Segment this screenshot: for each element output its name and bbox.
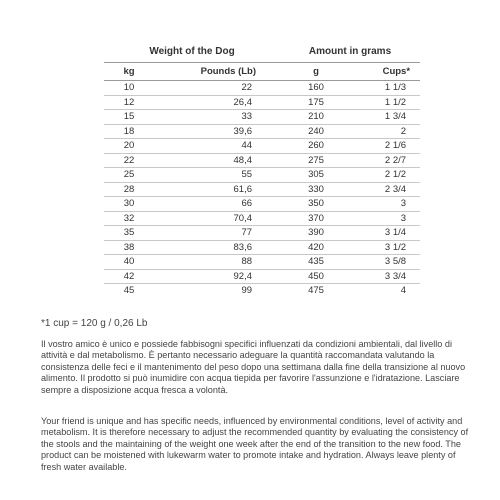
cell-lb: 55 <box>154 168 280 183</box>
feeding-table <box>104 40 420 298</box>
cell-lb: 39,6 <box>154 124 280 139</box>
cell-g: 210 <box>280 110 340 125</box>
column-header-cups: Cups* <box>340 63 420 81</box>
cell-g: 370 <box>280 211 340 226</box>
cell-g: 160 <box>280 81 340 96</box>
cell-g: 175 <box>280 95 340 110</box>
table-row <box>104 81 420 96</box>
italian-paragraph: Il vostro amico è unico e possiede fabbisogni specifici influenzati da condizioni ambientali, dal livello di attività e dal metabolismo. È pertanto necessario adeguare la quantità raccomandata valutando la consistenza delle feci e il mantenimento del peso dopo una settimana dalla fine della transizione al nuovo alimento. Il prodotto si può inumidire con acqua tiepida per favorire l'assunzione e l'idratazione. Lasciare sempre a disposizione acqua fresca a volontà. <box>41 339 466 395</box>
cell-g: 420 <box>280 240 340 255</box>
table-row <box>104 269 420 284</box>
column-header-kg: kg <box>104 63 154 81</box>
cell-kg: 35 <box>104 226 154 241</box>
weight-group-header: Weight of the Dog <box>104 40 280 63</box>
cell-lb: 61,6 <box>154 182 280 197</box>
cell-lb: 22 <box>154 81 280 96</box>
cell-kg: 22 <box>104 153 154 168</box>
table-row <box>104 226 420 241</box>
cell-lb: 48,4 <box>154 153 280 168</box>
cup-footnote: *1 cup = 120 g / 0,26 Lb <box>41 318 148 329</box>
cell-kg: 15 <box>104 110 154 125</box>
table-row <box>104 124 420 139</box>
cell-cups: 1 1/3 <box>340 81 420 96</box>
table-row <box>104 110 420 125</box>
cell-cups: 2 2/7 <box>340 153 420 168</box>
cell-g: 475 <box>308 285 324 297</box>
column-header-pounds: Pounds (Lb) <box>154 63 280 81</box>
cell-cups: 3 3/4 <box>340 269 420 284</box>
table-row <box>104 168 420 183</box>
table-column-header-row <box>104 63 420 81</box>
cell-kg: 42 <box>104 269 154 284</box>
cell-kg: 45 <box>123 285 135 297</box>
table-row <box>104 139 420 154</box>
table-row <box>104 182 420 197</box>
cell-g: 330 <box>280 182 340 197</box>
cell-kg: 10 <box>104 81 154 96</box>
cell-cups: 3 1/4 <box>340 226 420 241</box>
cell-g: 260 <box>280 139 340 154</box>
cell-cups: 2 3/4 <box>340 182 420 197</box>
cell-cups: 3 <box>340 197 420 212</box>
cell-g: 305 <box>280 168 340 183</box>
cell-lb: 77 <box>154 226 280 241</box>
cell-g: 240 <box>280 124 340 139</box>
cell-kg: 20 <box>104 139 154 154</box>
table-group-header-row <box>104 40 420 63</box>
cell-kg: 12 <box>104 95 154 110</box>
cell-cups: 2 1/2 <box>340 168 420 183</box>
cell-cups: 1 1/2 <box>340 95 420 110</box>
cell-kg: 40 <box>104 255 154 270</box>
cell-lb: 26,4 <box>154 95 280 110</box>
cell-g: 275 <box>280 153 340 168</box>
column-header-grams: g <box>280 63 340 81</box>
english-paragraph: Your friend is unique and has specific needs, influenced by environmental conditions, level of activity and metabolism. It is therefore necessary to adjust the recommended quantity by evaluating the consistency of the stools and the maintaining of the weight one week after the end of the transition to the new food. The product can be moistened with lukewarm water to promote intake and hydration. Always leave plenty of fresh water available. <box>41 416 469 472</box>
cell-cups: 3 <box>340 211 420 226</box>
table-row <box>104 197 420 212</box>
table-row <box>104 240 420 255</box>
cell-lb: 88 <box>154 255 280 270</box>
cell-cups: 3 5/8 <box>340 255 420 270</box>
cell-kg: 32 <box>104 211 154 226</box>
table-row <box>104 284 420 298</box>
cell-cups: 1 3/4 <box>340 110 420 125</box>
cell-kg: 28 <box>104 182 154 197</box>
cell-lb: 83,6 <box>154 240 280 255</box>
cell-g: 435 <box>280 255 340 270</box>
cell-lb: 70,4 <box>154 211 280 226</box>
cell-kg: 18 <box>104 124 154 139</box>
cell-g: 390 <box>280 226 340 241</box>
table-body <box>104 81 420 298</box>
cell-lb: 66 <box>154 197 280 212</box>
table-row <box>104 211 420 226</box>
cell-lb: 92,4 <box>154 269 280 284</box>
table-row <box>104 95 420 110</box>
cell-cups: 2 <box>340 124 420 139</box>
cell-cups: 3 1/2 <box>340 240 420 255</box>
cell-lb: 44 <box>154 139 280 154</box>
cell-kg: 25 <box>104 168 154 183</box>
table-row <box>104 255 420 270</box>
cell-lb: 33 <box>154 110 280 125</box>
cell-g: 450 <box>280 269 340 284</box>
cell-lb: 99 <box>241 285 253 297</box>
amount-group-header: Amount in grams <box>280 40 420 63</box>
cell-cups: 4 <box>400 285 407 297</box>
cell-kg: 30 <box>104 197 154 212</box>
cell-kg: 38 <box>104 240 154 255</box>
cell-g: 350 <box>280 197 340 212</box>
table-row <box>104 153 420 168</box>
cell-cups: 2 1/6 <box>340 139 420 154</box>
